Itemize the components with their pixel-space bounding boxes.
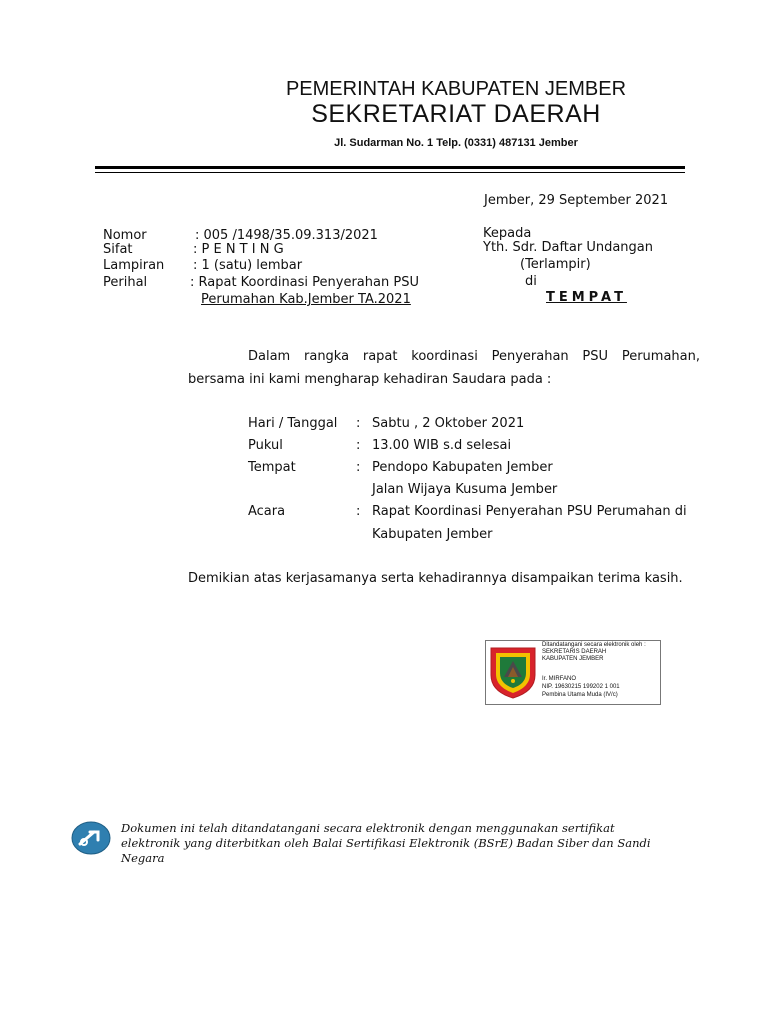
footer-line-3: Negara [121, 851, 165, 865]
detail-label-hari: Hari / Tanggal [248, 416, 338, 431]
meta-value-lampiran: : 1 (satu) lembar [193, 258, 303, 273]
recipient-kepada: Kepada [483, 226, 532, 241]
detail-colon-tempat: : [356, 460, 361, 475]
letterhead-address: Jl. Sudarman No. 1 Telp. (0331) 487131 Jember [334, 137, 578, 149]
detail-colon-acara: : [356, 504, 361, 519]
detail-label-pukul: Pukul [248, 438, 283, 453]
intro-line-1: Dalam rangka rapat koordinasi Penyerahan PSU Perumahan, [248, 349, 700, 364]
meta-value-sifat: : P E N T I N G [193, 242, 284, 257]
detail-value-acara: Rapat Koordinasi Penyerahan PSU Perumahan di [372, 504, 687, 519]
recipient-tempat: TEMPAT [546, 290, 627, 305]
recipient-yth: Yth. Sdr. Daftar Undangan [483, 240, 653, 255]
signature-line-2: SEKRETARIS DAERAH [542, 649, 607, 655]
signature-line-name: Ir. MIRFANO [542, 676, 577, 682]
letterhead-government: PEMERINTAH KABUPATEN JEMBER [285, 78, 627, 100]
jember-regency-emblem-icon [488, 645, 538, 699]
detail-colon-hari: : [356, 416, 361, 431]
detail-value-tempat: Pendopo Kabupaten Jember [372, 460, 553, 475]
meta-value-perihal: : Rapat Koordinasi Penyerahan PSU [190, 275, 419, 290]
intro-line-2: bersama ini kami mengharap kehadiran Saudara pada : [188, 372, 552, 387]
detail-colon-pukul: : [356, 438, 361, 453]
meta-label-sifat: Sifat [103, 242, 133, 257]
footer-line-1: Dokumen ini telah ditandatangani secara elektronik dengan menggunakan sertifikat [121, 821, 615, 835]
detail-value-hari: Sabtu , 2 Oktober 2021 [372, 416, 525, 431]
letterhead-rule-thick [95, 166, 685, 169]
letterhead-secretariat: SEKRETARIAT DAERAH [311, 100, 601, 128]
letterhead-rule-thin [95, 172, 685, 173]
signature-line-nip: NIP. 19630215 199202 1 001 [542, 684, 620, 690]
recipient-di: di [525, 274, 537, 289]
recipient-terlampir: (Terlampir) [520, 257, 591, 272]
meta-value-nomor: : 005 /1498/35.09.313/2021 [195, 228, 378, 243]
detail-value-acara-line2: Kabupaten Jember [372, 527, 493, 542]
signature-line-rank: Pembina Utama Muda (IV/c) [542, 692, 618, 698]
detail-value-pukul: 13.00 WIB s.d selesai [372, 438, 512, 453]
closing-text: Demikian atas kerjasamanya serta kehadirannya disampaikan terima kasih. [188, 571, 683, 586]
signature-line-3: KABUPATEN JEMBER [542, 656, 604, 662]
detail-label-acara: Acara [248, 504, 286, 519]
bsre-seal-icon [70, 820, 112, 856]
meta-label-perihal: Perihal [103, 275, 148, 290]
footer-line-2: elektronik yang diterbitkan oleh Balai Sertifikasi Elektronik (BSrE) Badan Siber dan Sandi [121, 836, 651, 850]
letter-date: Jember, 29 September 2021 [484, 193, 669, 208]
detail-label-tempat: Tempat [248, 460, 296, 475]
meta-label-nomor: Nomor [103, 228, 147, 243]
meta-value-perihal-line2: Perumahan Kab.Jember TA.2021 [201, 292, 411, 307]
signature-line-1: Ditandatangani secara elektronik oleh : [542, 642, 646, 648]
meta-label-lampiran: Lampiran [103, 258, 165, 273]
detail-value-tempat-line2: Jalan Wijaya Kusuma Jember [372, 482, 558, 497]
